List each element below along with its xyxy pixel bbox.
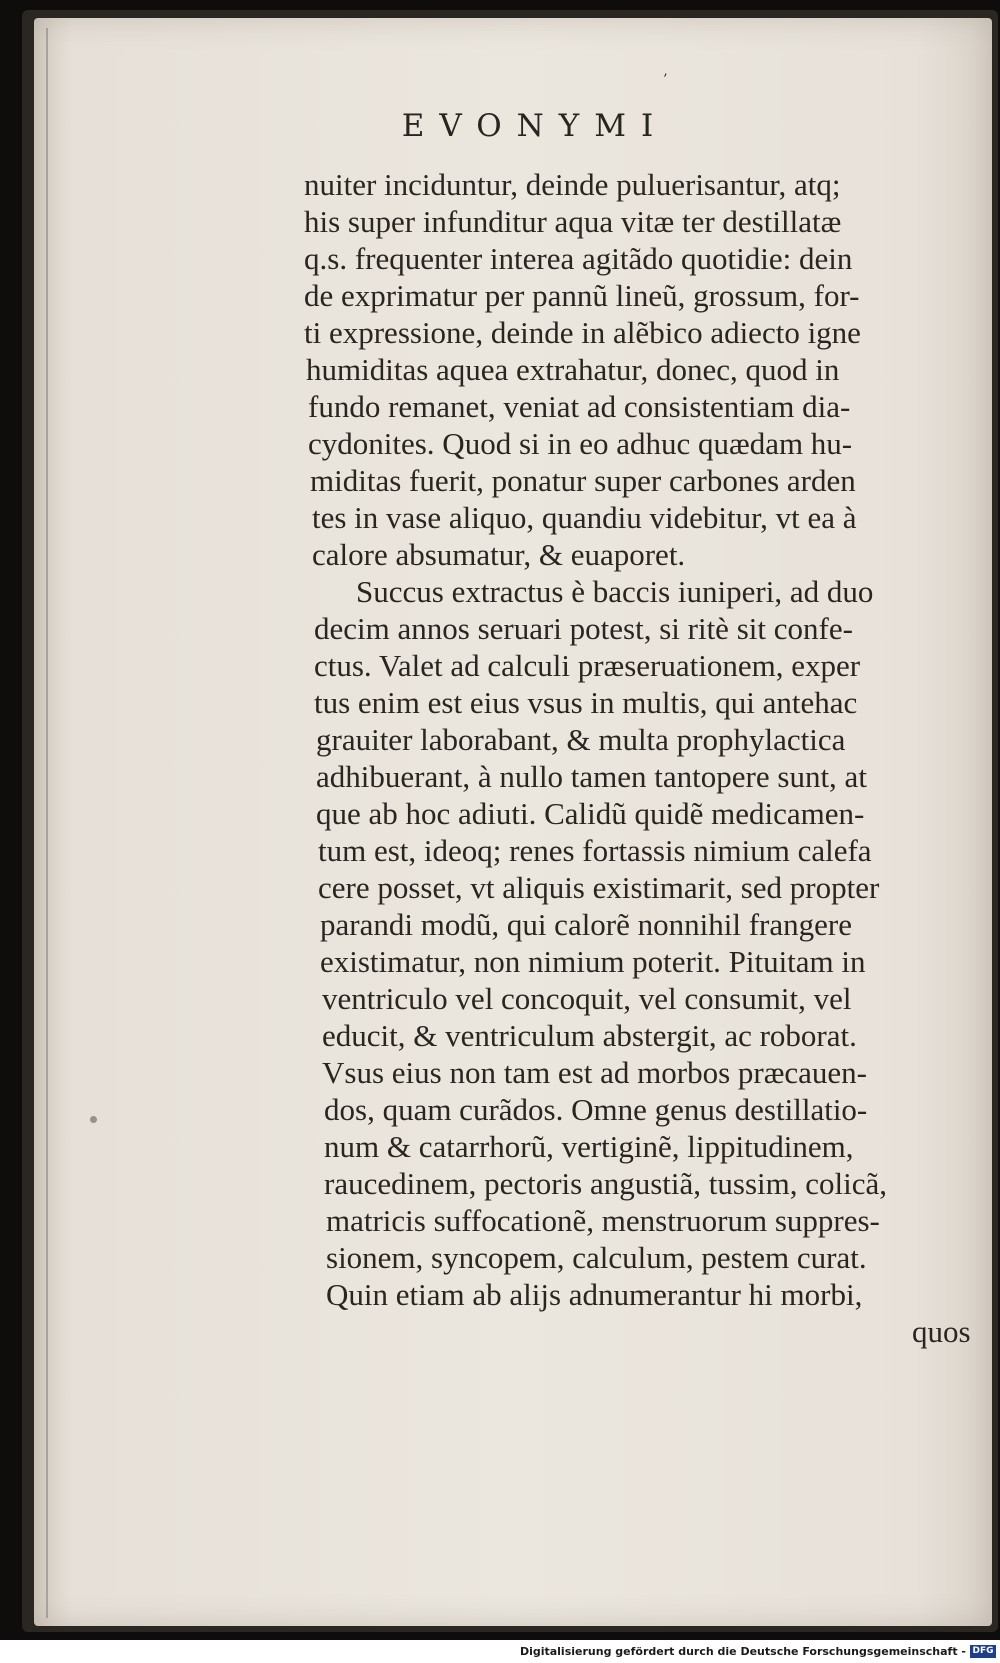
text-line: humiditas aquea extrahatur, donec, quod in — [306, 352, 840, 387]
ink-spot — [90, 1116, 97, 1123]
text-line: his super infunditur aqua vitæ ter destillatæ — [304, 204, 842, 239]
text-line: fundo remanet, veniat ad consistentiam dia- — [308, 389, 851, 424]
text-line: que ab hoc adiuti. Calidũ quidẽ medicamen- — [316, 796, 865, 831]
digitization-credit: Digitalisierung gefördert durch die Deutsche Forschungsgemeinschaft - — [519, 1645, 966, 1658]
catchword: quos — [912, 1314, 971, 1349]
text-line: raucedinem, pectoris angustiã, tussim, colicã, — [324, 1166, 887, 1201]
text-line: tes in vase aliquo, quandiu videbitur, vt ea à — [312, 500, 857, 535]
text-line: nuiter inciduntur, deinde puluerisantur, atq; — [304, 167, 841, 202]
text-line: existimatur, non nimium poterit. Pituitam in — [320, 944, 866, 979]
text-line: decim annos seruari potest, si ritè sit confe- — [314, 611, 853, 646]
text-line: ti expressione, deinde in alẽbico adiecto igne — [304, 315, 861, 350]
text-line: educit, & ventriculum abstergit, ac roborat. — [322, 1018, 857, 1053]
text-line: adhibuerant, à nullo tamen tantopere sunt, at — [316, 759, 867, 794]
text-line: grauiter laborabant, & multa prophylactica — [316, 722, 846, 757]
text-line: parandi modũ, qui calorẽ nonnihil frangere — [320, 907, 852, 942]
text-line: cere posset, vt aliquis existimarit, sed propter — [318, 870, 880, 905]
text-line: ventriculo vel concoquit, vel consumit, vel — [322, 981, 852, 1016]
text-line: sionem, syncopem, calculum, pestem curat. — [326, 1240, 867, 1275]
text-line: Quin etiam ab alijs adnumerantur hi morbi, — [326, 1277, 863, 1312]
text-line: ctus. Valet ad calculi præseruationem, exper — [314, 648, 861, 683]
text-line: tus enim est eius vsus in multis, qui antehac — [314, 685, 858, 720]
text-line: cydonites. Quod si in eo adhuc quædam hu- — [308, 426, 853, 461]
page-edge — [46, 28, 48, 1618]
running-head: EVONYMI — [401, 108, 669, 144]
dfg-logo: DFG — [970, 1645, 996, 1658]
text-line: Succus extractus è baccis iuniperi, ad duo — [356, 574, 874, 609]
text-line: miditas fuerit, ponatur super carbones arden — [310, 463, 856, 498]
text-line: num & catarrhorũ, vertiginẽ, lippitudinem, — [324, 1129, 854, 1164]
text-line: q.s. frequenter interea agitãdo quotidie: dein — [304, 241, 853, 276]
text-line: tum est, ideoq; renes fortassis nimium calefa — [318, 833, 872, 868]
head-mark: ’ — [663, 72, 668, 88]
text-line: dos, quam curãdos. Omne genus destillatio- — [324, 1092, 868, 1127]
text-line: matricis suffocationẽ, menstruorum suppres- — [326, 1203, 880, 1238]
text-line: de exprimatur per pannũ lineũ, grossum, for- — [304, 278, 860, 313]
text-line: Vsus eius non tam est ad morbos præcauen- — [322, 1055, 867, 1090]
text-line: calore absumatur, & euaporet. — [312, 537, 686, 572]
